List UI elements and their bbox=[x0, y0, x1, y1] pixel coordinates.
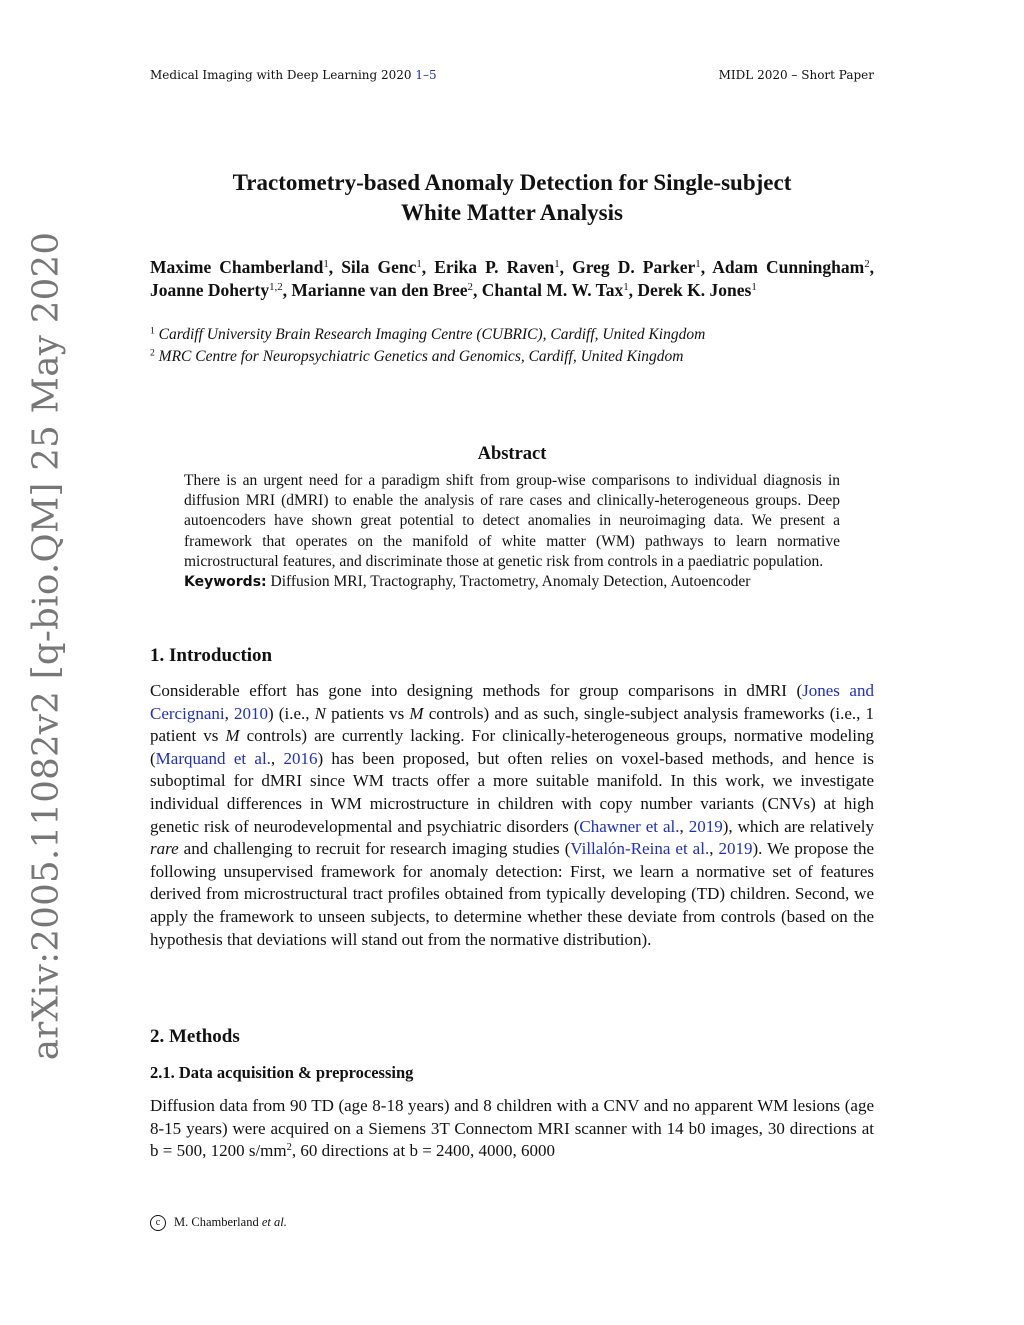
intro-text: controls) and as such, single-subject analysis frameworks (i.e., 1 patient vs bbox=[150, 703, 875, 746]
citation-year-link[interactable]: 2019 bbox=[688, 816, 723, 836]
author-list: Maxime Chamberland$^1$, Sila Genc$^1$, Erika P. Raven$^1$, Greg D. Parker$^1$, Adam Cunningham$^2$, Joanne Doherty$^{1,2}$, Marianne van den Bree$^2$, Chantal M. W. Tax$^1$, Derek K. Jones$^1$ bbox=[150, 257, 875, 300]
venue-text: Medical Imaging with Deep Learning 2020 bbox=[150, 68, 412, 82]
author-affil-mark: 1 bbox=[751, 280, 757, 293]
page-range-link[interactable]: 1–5 bbox=[415, 68, 437, 82]
title-line-2: White Matter Analysis bbox=[401, 200, 623, 225]
emphasis-rare: rare bbox=[150, 839, 179, 859]
running-header-right: MIDL 2020 – Short Paper bbox=[718, 68, 874, 82]
intro-text: ), which are relatively bbox=[722, 816, 875, 836]
citation-year-link[interactable]: 2019 bbox=[718, 839, 753, 859]
author-affil-mark: 1 bbox=[323, 258, 329, 271]
intro-text: and challenging to recruit for research imaging studies ( bbox=[178, 839, 571, 859]
methods-paragraph bbox=[150, 1095, 874, 1163]
intro-text: , bbox=[224, 703, 234, 723]
math-m: M bbox=[409, 703, 424, 723]
section-heading-introduction: 1. Introduction bbox=[150, 645, 273, 666]
footer-etal: et al. bbox=[261, 1215, 287, 1229]
paper-title bbox=[150, 168, 874, 228]
subsection-heading-data: 2.1. Data acquisition & preprocessing bbox=[150, 1063, 414, 1082]
affiliation-number: 1 bbox=[150, 325, 155, 337]
affiliation-2 bbox=[150, 348, 874, 366]
intro-text: , bbox=[709, 839, 719, 859]
author: Sila Genc bbox=[341, 257, 417, 277]
author: Erika P. Raven bbox=[434, 257, 555, 277]
title-line-1: Tractometry-based Anomaly Detection for Single-subject bbox=[232, 170, 792, 195]
keywords-label: Keywords: bbox=[184, 574, 267, 591]
intro-text: , bbox=[270, 748, 284, 768]
intro-text: ) has been proposed, but often relies on voxel-based methods, and hence is suboptimal for dMRI since WM tracts offer a more suitable manifold. In this work, we investigate individual differences in WM microstructure in children with copy number variants (CNVs) at high genetic risk of neurodevelopmental and psychiatric disorders ( bbox=[150, 748, 874, 836]
author: Greg D. Parker bbox=[572, 257, 696, 277]
keywords-text: Diffusion MRI, Tractography, Tractometry, Anomaly Detection, Autoencoder bbox=[270, 573, 751, 591]
copyright-icon: c bbox=[150, 1215, 166, 1231]
citation-link[interactable]: Jones and Cercignani bbox=[150, 681, 874, 723]
arxiv-identifier: arXiv:2005.11082v2 [q-bio.QM] 25 May 2020 bbox=[25, 231, 67, 1061]
methods-text: Diffusion data from 90 TD (age 8-18 years) and 8 children with a CNV and no apparent WM lesions (age 8-15 years) were acquired on a Siemens 3T Connectom MRI scanner with 14 b0 images, 30 directions at b = 500, 1200 s/mm bbox=[150, 1096, 874, 1161]
abstract-heading: Abstract bbox=[477, 444, 547, 464]
math-n: N bbox=[314, 703, 326, 723]
intro-text: patients vs bbox=[325, 703, 410, 723]
footer-author: M. Chamberland bbox=[174, 1215, 259, 1229]
keywords-line bbox=[184, 572, 840, 592]
intro-text: ) (i.e., bbox=[268, 703, 315, 723]
citation-link[interactable]: Villalón-Reina et al. bbox=[570, 839, 710, 859]
intro-text: , bbox=[679, 816, 689, 836]
affiliation-number: 2 bbox=[150, 347, 155, 359]
citation-link[interactable]: Chawner et al. bbox=[579, 816, 680, 836]
author: Joanne Doherty bbox=[150, 279, 270, 300]
author-affil-mark: 1,2 bbox=[269, 280, 283, 293]
affiliation-1 bbox=[150, 326, 874, 344]
author-affil-mark: 1 bbox=[416, 258, 422, 271]
math-m: M bbox=[225, 726, 240, 746]
author-affil-mark: 1 bbox=[623, 280, 629, 293]
affiliation-text: Cardiff University Brain Research Imaging Centre (CUBRIC), Cardiff, United Kingdom bbox=[158, 326, 706, 343]
abstract-body: There is an urgent need for a paradigm shift from group-wise comparisons to individual diagnosis in diffusion MRI (dMRI) to enable the analysis of rare cases and clinically-heterogeneous groups. Deep autoencoders have shown great potential to detect anomalies in neuroimaging data. We present a framework that operates on the manifold of white matter (WM) pathways to learn normative microstructural features, and discriminate those at genetic risk from controls in a paediatric population. bbox=[184, 472, 840, 570]
author: Maxime Chamberland bbox=[150, 257, 324, 277]
section-heading-methods: 2. Methods bbox=[150, 1026, 240, 1047]
author: Derek K. Jones bbox=[637, 279, 752, 300]
abstract-block bbox=[184, 471, 840, 592]
author-affil-mark: 2 bbox=[864, 258, 870, 271]
author: Marianne van den Bree bbox=[291, 279, 468, 300]
author: Adam Cunningham bbox=[712, 257, 865, 277]
copyright-footer bbox=[150, 1215, 287, 1231]
author: Chantal M. W. Tax bbox=[481, 279, 624, 300]
author-affil-mark: 2 bbox=[467, 280, 473, 293]
methods-text: , 60 directions at b = 2400, 4000, 6000 bbox=[291, 1141, 556, 1161]
citation-link[interactable]: Marquand et al. bbox=[155, 748, 271, 768]
affiliation-text: MRC Centre for Neuropsychiatric Genetics and Genomics, Cardiff, United Kingdom bbox=[158, 348, 684, 365]
intro-text: ). We propose the following unsupervised framework for anomaly detection: First, we learn a normative set of features derived from microstructural tract profiles obtained from typically developing (TD) children. Second, we apply the framework to unseen subjects, to determine whether these deviate from controls (based on the hypothesis that deviations will stand out from the normative distribution). bbox=[150, 839, 874, 949]
citation-year-link[interactable]: 2016 bbox=[283, 748, 318, 768]
running-header-left bbox=[150, 68, 437, 82]
intro-text: controls) are currently lacking. For clinically-heterogeneous groups, normative modeling ( bbox=[150, 726, 874, 768]
author-affil-mark: 1 bbox=[695, 258, 701, 271]
author-affil-mark: 1 bbox=[554, 258, 560, 271]
units-exponent: 2 bbox=[286, 1142, 292, 1154]
introduction-paragraph bbox=[150, 680, 874, 951]
citation-year-link[interactable]: 2010 bbox=[234, 703, 268, 723]
intro-text: Considerable effort has gone into designing methods for group comparisons in dMRI ( bbox=[150, 681, 803, 700]
